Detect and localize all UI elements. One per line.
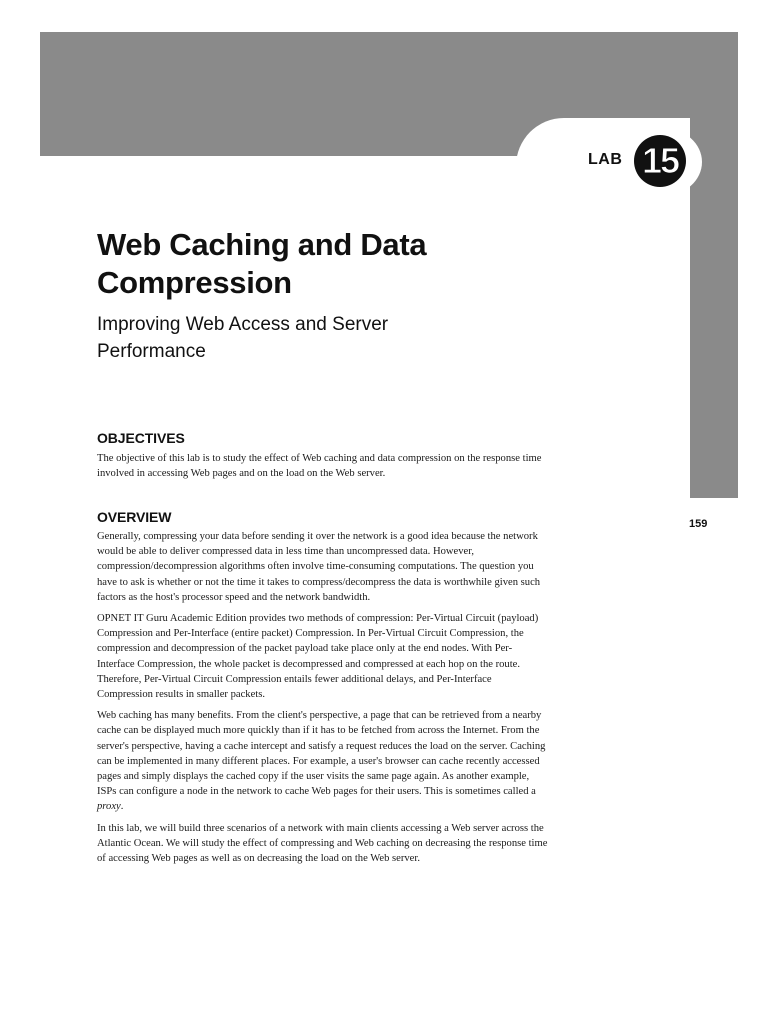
overview-heading: OVERVIEW bbox=[97, 509, 172, 525]
overview-paragraph-4: In this lab, we will build three scenarios of a network with main clients accessing a Web server across the Atlantic Ocean. We will study the effect of compressing and Web caching on decreasing the response time of accessing Web pages as well as on decreasing the load on the Web server. bbox=[97, 822, 548, 865]
objectives-heading: OBJECTIVES bbox=[97, 430, 185, 446]
lab-number-badge: 15 bbox=[634, 135, 686, 187]
objectives-paragraph: The objective of this lab is to study the effect of Web caching and data compression on the response time involved in accessing Web pages and on the load on the Web server. bbox=[97, 453, 542, 480]
chapter-title: Web Caching and Data Compression bbox=[97, 227, 427, 300]
proxy-term: proxy bbox=[97, 801, 121, 813]
proxy-period: . bbox=[120, 801, 124, 813]
overview-paragraph-3 bbox=[97, 708, 549, 814]
objectives-body bbox=[97, 451, 549, 487]
chapter-subtitle: Improving Web Access and Server Performance bbox=[97, 314, 389, 362]
overview-paragraph-2: OPNET IT Guru Academic Edition provides two methods of compression: Per-Virtual Circuit (payload) Compression and Per-Interface (entire packet) Compression. In Per-Virtual Circuit Compression, the compression and decompression of the packet payload take place only at the end nodes. With Per-Interface Compression, the whole packet is decompressed and compressed at each hop on the route. Therefore, Per-Virtual Circuit Compression entails fewer additional delays, and Per-Interface Compression results in smaller packets. bbox=[97, 613, 539, 701]
side-column bbox=[690, 32, 738, 498]
page-number: 159 bbox=[689, 518, 708, 530]
overview-body bbox=[97, 529, 549, 872]
lab-label: LAB bbox=[588, 151, 623, 168]
overview-paragraph-3-text: Web caching has many benefits. From the client's perspective, a page that can be retrieved from a nearby cache can be displayed much more quickly than if it has to be fetched from across the Internet. From the server's perspective, having a cache intercept and satisfy a request reduces the load on the server. Caching can be implemented in many different places. For example, a user's browser can cache recently accessed pages and simply displays the cached copy if the user visits the same page again. As another example, ISPs can configure a node in the network to cache Web pages for their users. This is sometimes called a bbox=[97, 710, 546, 798]
overview-paragraph-1: Generally, compressing your data before sending it over the network is a good idea because the network would be able to deliver compressed data in less time than uncompressed data. However, compression/decompression algorithms often involve time-consuming computations. The question you have to ask is whether or not the time it takes to compress/decompress the data is worthwhile given such factors as the host's processor speed and the network bandwidth. bbox=[97, 531, 541, 603]
